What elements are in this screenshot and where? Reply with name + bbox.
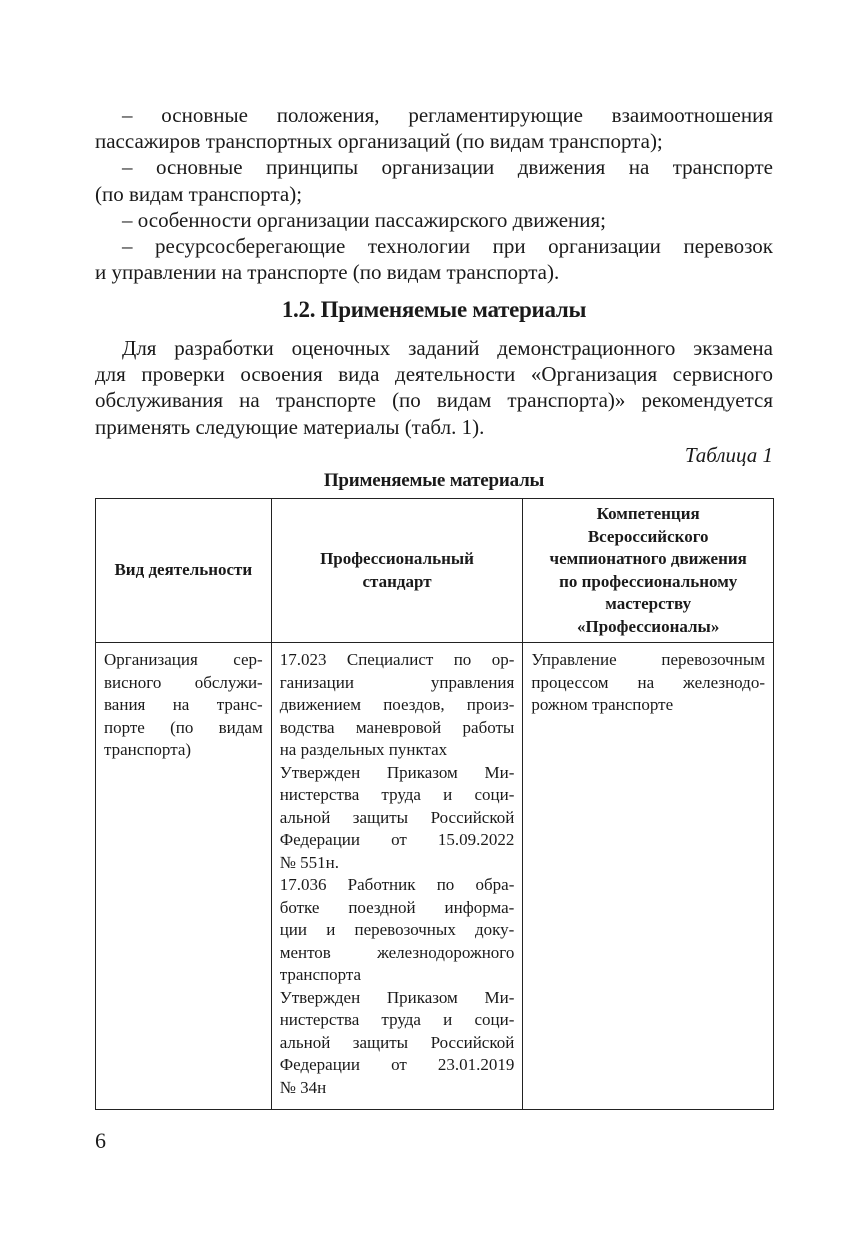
table-row — [96, 643, 774, 1110]
text-line: вания на транс- — [104, 695, 263, 714]
text-line: водства маневровой работы — [279, 717, 515, 737]
table-caption: Применяемые материалы — [323, 470, 545, 491]
header-line: Профессиональный — [320, 549, 474, 568]
header-standard — [271, 499, 523, 643]
text-line: ментов железнодорожного — [279, 942, 515, 962]
text-line: на раздельных пунктах — [279, 740, 448, 759]
header-line: «Профессионалы» — [577, 616, 720, 636]
text-line: 17.036 Работник по обра- — [279, 875, 515, 894]
header-activity — [96, 499, 272, 643]
text-line: пассажиров транспортных организаций (по видам транспорта); — [95, 129, 663, 154]
text-line: процессом на железнодо- — [531, 672, 765, 692]
cell-activity — [96, 643, 272, 1110]
table-header-row — [96, 499, 774, 643]
text-line: Управление перевозочным — [531, 650, 765, 669]
header-line: Всероссийского — [587, 526, 709, 546]
text-line: Для разработки оценочных заданий демонстрационного экзамена — [122, 336, 773, 360]
text-line: – основные положения, регламентирующие взаимоотношения — [122, 103, 773, 127]
text-line: – особенности организации пассажирского движения; — [122, 207, 606, 232]
header-line: Компетенция — [596, 504, 700, 523]
header-competence — [523, 499, 774, 643]
text-line: – основные принципы организации движения на транспорте — [122, 155, 773, 180]
materials-table — [95, 498, 774, 1110]
text-line: альной защиты Российской — [279, 807, 515, 827]
text-line: порте (по видам — [104, 717, 263, 737]
text-line: транспорта) — [104, 740, 192, 759]
text-line: ботке поездной информа- — [279, 897, 515, 917]
text-line: применять следующие материалы (табл. 1). — [95, 414, 485, 439]
text-line: висного обслужи- — [104, 672, 263, 692]
text-line: Организация сер- — [104, 650, 263, 669]
header-line: чемпионатного движения — [549, 549, 747, 568]
header-line: стандарт — [362, 571, 432, 591]
text-line: движением поездов, произ- — [279, 695, 515, 714]
text-line: 17.023 Специалист по ор- — [279, 650, 515, 669]
text-line: альной защиты Российской — [279, 1032, 515, 1052]
text-line: транспорта — [279, 965, 362, 984]
text-line: рожном транспорте — [531, 695, 674, 714]
text-line: – ресурсосберегающие технологии при организации перевозок — [122, 233, 773, 258]
requirements-list — [95, 102, 773, 285]
text-line: нистерства труда и соци- — [279, 1010, 515, 1029]
cell-competence — [523, 643, 774, 1110]
text-line: нистерства труда и соци- — [279, 785, 515, 804]
cell-standard — [271, 643, 523, 1110]
text-line: для проверки освоения вида деятельности «Организация сервисного — [95, 362, 773, 387]
header-line: Вид деятельности — [114, 560, 253, 580]
text-line: № 34н — [279, 1077, 327, 1097]
text-line: Утвержден Приказом Ми- — [279, 987, 515, 1007]
table-label: Таблица 1 — [684, 443, 773, 467]
text-line: № 551н. — [279, 852, 340, 872]
text-line: Федерации от 15.09.2022 — [279, 830, 515, 849]
text-line: ции и перевозочных доку- — [279, 920, 515, 939]
text-line: Федерации от 23.01.2019 — [279, 1055, 515, 1074]
text-line: обслуживания на транспорте (по видам транспорта)» рекомендуется — [95, 388, 773, 413]
text-line: Утвержден Приказом Ми- — [279, 762, 515, 782]
intro-paragraph — [95, 335, 773, 440]
header-line: по профессиональному — [559, 571, 738, 591]
text-line: и управлении на транспорте (по видам транспорта). — [95, 260, 560, 285]
text-line: (по видам транспорта); — [95, 181, 303, 206]
section-heading: 1.2. Применяемые материалы — [281, 297, 587, 322]
page-number: 6 — [95, 1128, 106, 1153]
text-line: ганизации управления — [279, 672, 515, 692]
header-line: мастерству — [605, 594, 692, 613]
